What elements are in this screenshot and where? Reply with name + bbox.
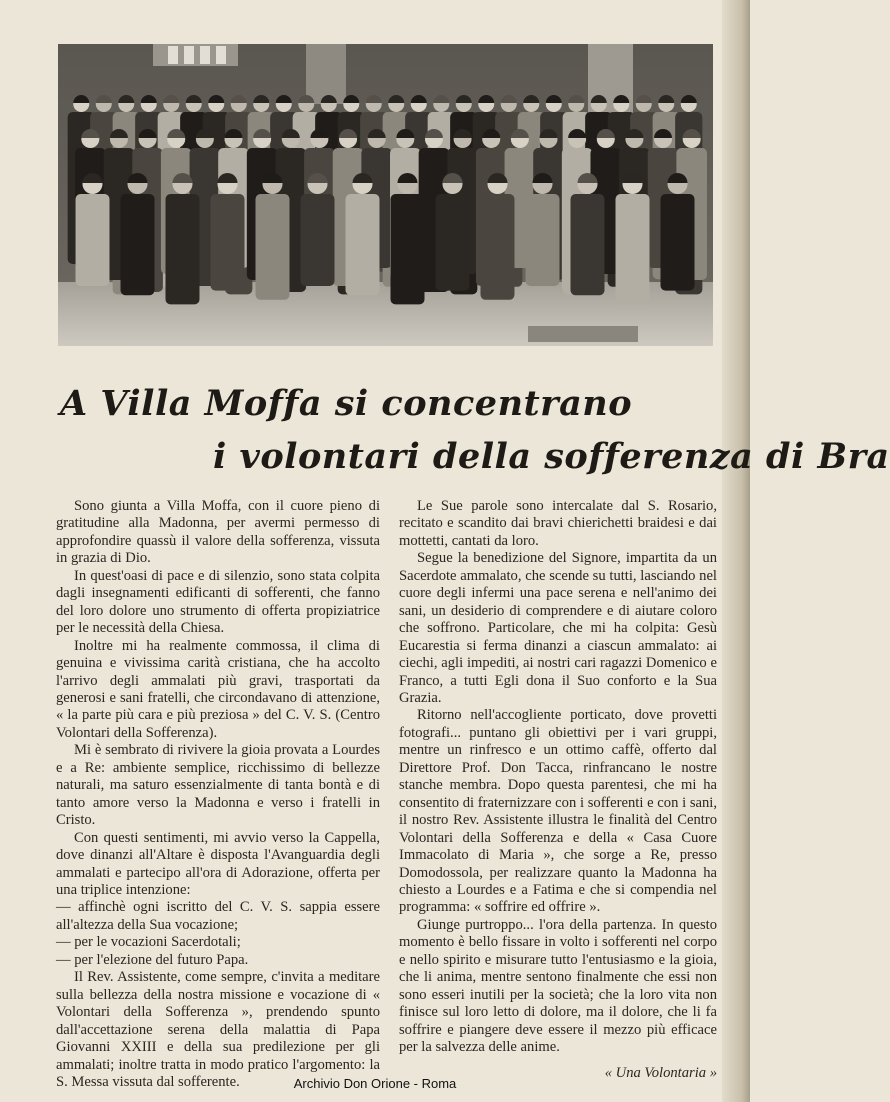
paragraph: Il Rev. Assistente, come sempre, c'invita a meditare sulla bellezza della nostra missione e vocazione di « Volontari della Sofferenza », prendendo spunto dall'accettazione serena della malattia di Papa Giovanni XXIII e della sua predilezione per gli ammalati; inoltre tratta in modo pratico l'argomento: la S. Messa vissuta dal sofferente. [56, 969, 380, 1090]
paragraph: Segue la benedizione del Signore, impartita da un Sacerdote ammalato, che scende su tutti, lasciando nel cuore degli infermi una pace serena e nell'animo dei sani, un desiderio di comprendere e di aiutare coloro che soffrono. Particolare, che mi ha colpita: Gesù Eucarestia si ferma dinanzi a ciascun ammalato: ai ciechi, agli impediti, ai nostri cari ragazzi Domenico e Franco, a tutti Egli dona il Suo conforto e la Sua Grazia. [399, 550, 717, 706]
paragraph: Inoltre mi ha realmente commossa, il clima di genuina e vivissima carità cristiana, che ha accolto l'arrivo degli ammalati più gravi, trasportati da generosi e sani fratelli, che circondavano di attenzione, « la parte più cara e più preziosa » del C. V. S. (Centro Volontari della Sofferenza). [56, 637, 380, 741]
paragraph: Le Sue parole sono intercalate dal S. Rosario, recitato e scandito dai bravi chierichetti braidesi e dai mottetti, cantati da loro. [399, 498, 717, 549]
right-column [399, 498, 717, 1082]
article-title-line-2: i volontari della sofferenza di Bra [213, 436, 890, 477]
paragraph: Sono giunta a Villa Moffa, con il cuore pieno di gratitudine alla Madonna, per avermi permesso di approfondire quassù il valore della sofferenza, vissuta in grazia di Dio. [56, 498, 380, 567]
left-column [56, 498, 380, 1091]
article-title-line-1: A Villa Moffa si concentrano [60, 383, 633, 424]
archive-watermark: Archivio Don Orione - Roma [293, 1076, 457, 1091]
intention-item: — per l'elezione del futuro Papa. [56, 951, 249, 968]
intention-item: — affinchè ogni iscritto del C. V. S. sappia essere all'altezza della Sua vocazione; [56, 899, 380, 933]
intention-item: — per le vocazioni Sacerdotali; [56, 934, 241, 951]
page-binding-shadow [722, 0, 750, 1102]
paragraph: Con questi sentimenti, mi avvio verso la Cappella, dove dinanzi all'Altare è disposta l'Avanguardia degli ammalati e partecipo all'ora di Adorazione, offerta per una triplice intenzione: [56, 829, 380, 898]
paragraph: Giunge purtroppo... l'ora della partenza. In questo momento è bello fissare in volto i sofferenti nel corpo e nello spirito e misurare tutto l'entusiasmo e la gioia, che li anima, mentre sentono finalmente che essi non sono esseri inutili per la società; che la loro vita non finisce sul loro letto di dolore, ma il dolore, che li fa soffrire e piangere deve essere il mezzo più efficace per la salvezza delle anime. [399, 916, 717, 1056]
paragraph: Ritorno nell'accogliente porticato, dove provetti fotografi... puntano gli obiettivi per i vari gruppi, mentre un rinfresco e un ottimo caffè, offerto dal Direttore Prof. Don Tacca, rinfrancano le nostre stanche membra. Dopo questa parentesi, che mi ha consentito di fraternizzare con i sofferenti e con i sani, il nostro Rev. Assistente illustra le finalità del Centro Volontari della Sofferenza e della « Casa Cuore Immacolato di Maria », che sorge a Re, presso Domodossola, per realizzare quanto la Madonna ha chiesto a Lourdes e a Fatima e che si compendia nel programma: « soffrire ed offrire ». [399, 707, 717, 916]
paragraph: Mi è sembrato di rivivere la gioia provata a Lourdes e a Re: ambiente semplice, ricchissimo di bellezze naturali, ma saturo essenzialmente di tanta bontà e di tanto amore verso la Madonna e verso i fratelli in Cristo. [56, 742, 380, 829]
group-photo [58, 44, 713, 346]
paragraph: In quest'oasi di pace e di silenzio, sono stata colpita dagli insegnamenti edificanti di sofferenti, che fanno del loro dolore uno strumento di offerta propiziatrice per le necessità della Chiesa. [56, 567, 380, 637]
signature: « Una Volontaria » [604, 1064, 717, 1081]
